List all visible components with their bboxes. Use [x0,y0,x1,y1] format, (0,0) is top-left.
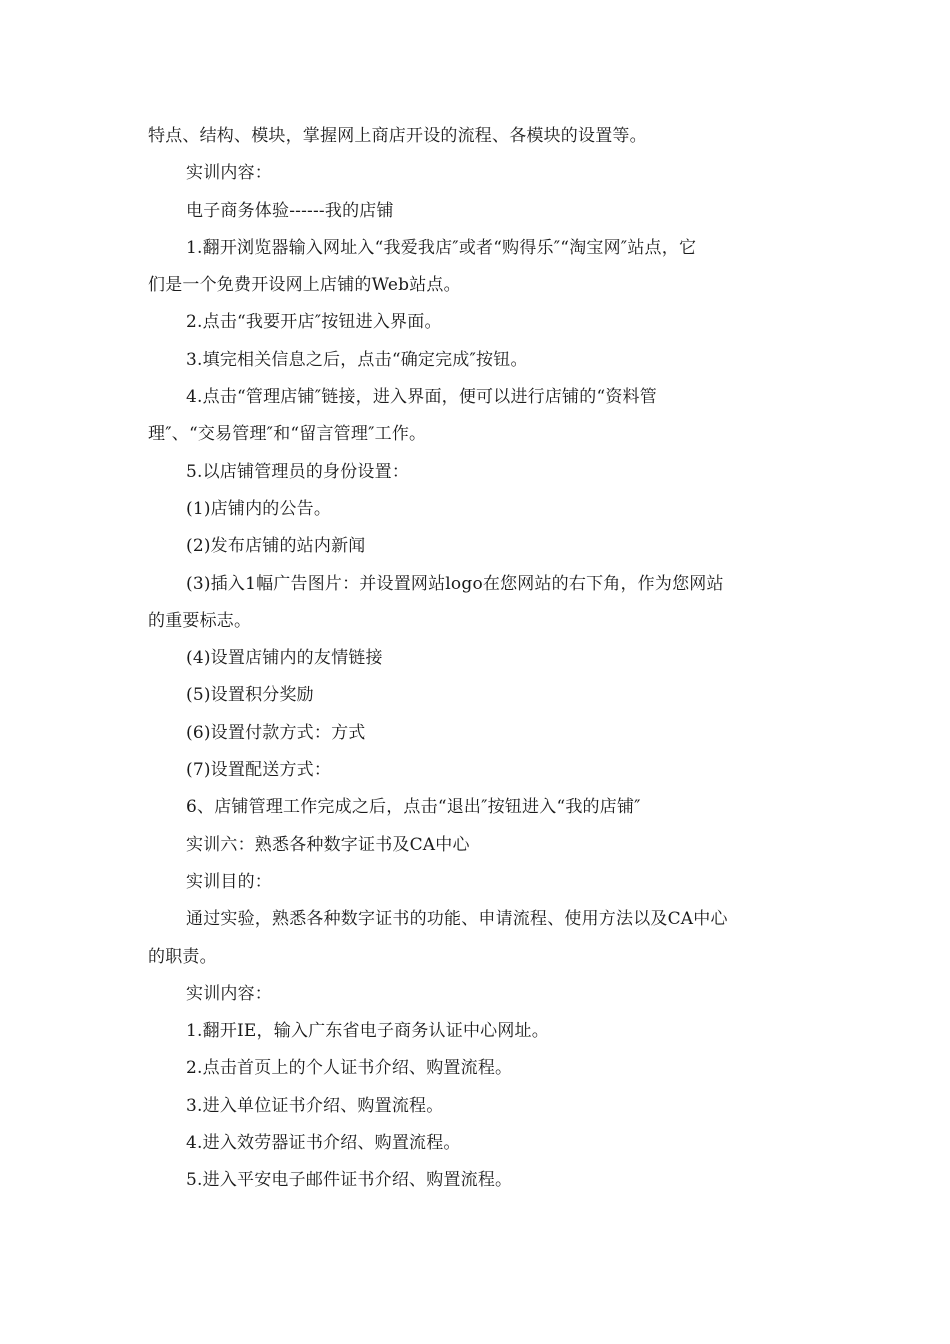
text-line: 电子商务体验------我的店铺 [186,200,394,221]
text-line: 实训内容： [186,163,272,184]
text-line: 1.翻开IE，输入广东省电子商务认证中心网址。 [186,1021,549,1042]
text-line: 2.点击首页上的个人证书介绍、购置流程。 [186,1058,513,1079]
text-line: 6、店铺管理工作完成之后，点击“退出″按钮进入“我的店铺″ [186,797,641,818]
text-line: 的重要标志。 [148,610,252,631]
text-line: 4.点击“管理店铺″链接，进入界面，便可以进行店铺的“资料管 [186,387,657,408]
text-line: (2)发布店铺的站内新闻 [186,536,366,557]
text-line: 2.点击“我要开店″按钮进入界面。 [186,312,442,333]
text-line: 5.以店铺管理员的身份设置： [186,461,410,482]
text-line: 实训目的： [186,871,272,892]
text-line: 通过实验，熟悉各种数字证书的功能、申请流程、使用方法以及CA中心 [186,909,728,930]
text-line: (1)店铺内的公告。 [186,498,332,519]
text-line: 3.填完相关信息之后，点击“确定完成″按钮。 [186,349,528,370]
text-line: 5.进入平安电子邮件证书介绍、购置流程。 [186,1170,513,1191]
text-line: 1.翻开浏览器输入网址入“我爱我店″或者“购得乐″“淘宝网″站点，它 [186,237,697,258]
document-body [148,118,808,1200]
text-line: 的职责。 [148,946,217,967]
text-line: 3.进入单位证书介绍、购置流程。 [186,1095,444,1116]
text-line: (6)设置付款方式：方式 [186,722,366,743]
text-line: (3)插入1幅广告图片：并设置网站logo在您网站的右下角，作为您网站 [186,573,724,594]
text-line: 实训六：熟悉各种数字证书及CA中心 [186,834,470,855]
text-line: (7)设置配送方式： [186,760,332,781]
text-line: 理″、“交易管理″和“留言管理″工作。 [148,424,427,445]
text-line: 特点、结构、模块，掌握网上商店开设的流程、各模块的设置等。 [148,126,647,146]
text-line: 们是一个免费开设网上店铺的Web站点。 [148,275,461,296]
text-line: 4.进入效劳器证书介绍、购置流程。 [186,1133,461,1154]
text-line: 实训内容： [186,983,272,1004]
text-line: (4)设置店铺内的友情链接 [186,648,383,669]
text-line: (5)设置积分奖励 [186,685,314,706]
